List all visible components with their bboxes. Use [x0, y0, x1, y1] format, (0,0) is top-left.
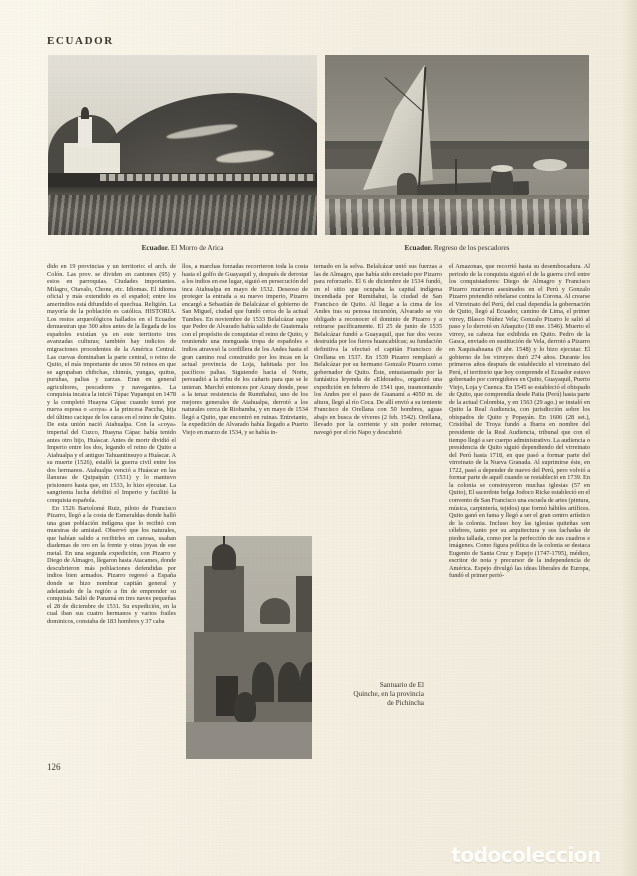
water-ripples: [48, 195, 317, 235]
cross-icon: [223, 536, 225, 546]
facade-arch: [300, 662, 312, 702]
church-tower: [78, 117, 92, 147]
photo-santuario-el-quinche: [186, 536, 312, 759]
facade-arch: [252, 662, 274, 702]
body-column-2: [182, 263, 308, 437]
church-spire: [81, 107, 89, 119]
column-4-text: el Amazonas, que recorrió hasta su desembocadura. Al periodo de la conquista siguió el de la guerra civil entre los conquistadores: Diego de Almagro y Francisco Pizarro murieron asesinados en el Perú y Gonzalo Pizarro pretendió rebelarse contra la Corona. Al crearse el Virreinato del Perú, del cual dependía la gobernación de Quito, llegó al Ecuador, camino de Lima, el primer virrey, Blasco Núñez Vela; Gonzalo Pizarro le salió al paso y lo derrotó en Añaquito (18 ene. 1546). Muerto el virrey, su cabeza fue exhibida en Quito. Pedro de la Gasca, enviado en sustitución de Vela, derrotó a Pizarro en Xaquisahuana (9 abr. 1548) y lo hizo ejecutar. El gobierno de los virreyes duró 274 años. Durante los primeros años después de establecido el virreinato del Perú, el territorio que hoy comprende el Ecuador estuvo gobernado por corregidores en Quito, Guayaquil, Puerto Viejo, Loja y Cuenca. En 1545 se estableció el obispado de Quito, que comprendía desde Paita (Perú) hasta parte de la actual Colombia, y en 1563 (29 ago.) se instaló en Quito la Real Audiencia, con jurisdicción sobre los obispados de Quito y Popayán. En 1606 (28 set.), Cristóbal de Troya fundó a Ibarra en nombre del presidente de la Real Audiencia, tribunal que con el tiempo llegó a ser cuerpo administrativo. La audiencia o presidencia de Quito siguió dependiendo del virreinato del Perú hasta 1718, en que pasó a formar parte del virreinato de la Nueva Granada. Al suprimirse éste, en 1722, pasó a depender de nuevo del Perú, pero volvió a formar parte de aquél cuando se restableció en 1739. En la colonia se construyeron muchas iglesias (57 en Quito), El sacerdote belga Jodoco Ricke estableció en el convento de San Francisco una escuela de artes (pintura, música, carpintería, tejidos) que formó hábiles artífices. Quito ganó en fama y llegó a ser el gran centro artístico de la colonia. Incluso hoy las iglesias quiteñas son célebres, tanto por su arquitectura y sus fachadas de piedra tallada, como por la perfección de sus cuadros e imágenes. Como figura política de la colonia se destaca Eugenio de Santa Cruz y Espejo (1747-1795), médico, escritor de nota y precursor de la independencia de América. Espejo divulgó las ideas liberales de Europa, fundó el primer perió-: [449, 263, 590, 580]
photo-el-morro-de-arica: [48, 55, 317, 235]
church-right-tower: [296, 576, 312, 638]
body-column-4: [449, 263, 590, 580]
plaza-ground: [186, 722, 312, 759]
boat-pole: [455, 159, 457, 193]
photo-caption: Santuario de El Quinche, en la provincia de Pichincha: [353, 681, 424, 707]
body-column-1: [47, 263, 176, 625]
foam-texture: [325, 199, 589, 235]
column-3-text: ternado en la selva. Belalcázar unió sus fuerzas a las de Almagro, que había sido enviado por Pizarro para reforzarlo. El 6 de diciembre de 1534 fundó, en el sitio que ocupaba la capital indígena incendiada por Rumiñahui, la ciudad de San Francisco de Quito. Al llegar a la cima de los Andes tras su penosa incursión, Alvarado se vio obligado a reconocer el dominio de Pizarro y a retirarse pacíficamente. El 25 de junio de 1535 Belalcázar fundó a Guayaquil, que fue dos veces destruida por los fieros huancabilcas; su fundación definitiva la efectuó el capitán Francisco de Orellana en 1537. En 1539 Pizarro remplazó a Belalcázar por su hermano Gonzalo Pizarro como gobernador de Quito. Éste, entusiasmado por la fantástica leyenda de «Eldorado», organizó una expedición en febrero de 1541 que, trasmontando los Andes por el paso de Guanamí a 4050 m. de altura, llegó al río Coca. De allí envió a su teniente Francisco de Orellana con 50 hombres, aguas abajo en busca de víveres (2 feb. 1542). Orellana, llevado por la corriente y sin poder retornar, navegó por el río Napo y descubrió: [314, 263, 442, 437]
caption-text: El Morro de Arica: [169, 244, 224, 252]
page-edge-shadow: [621, 0, 637, 876]
caption-country: Ecuador.: [404, 244, 433, 252]
photo-caption: [48, 244, 317, 253]
column-1-text-cont: En 1526 Bartolomé Ruiz, piloto de Francisco Pizarro, llegó a la costa de Esmeraldas donde halló una gran población indígena que lo recibió con muestras de amistad. Observó que los naturales, que habían salido a recibirles en canoas, usaban diademas de oro en la frente y otras joyas de ese metal. En una segunda expedición, con Pizarro y Diego de Almagro, llegaron hasta Atacames, donde descubrieron más poblaciones defendidas por indios bien armados. Pizarro regresó a España donde se hizo nombrar capitán general y adelantado de la región a fin de emprender su conquista. Salió de Panamá en tres naves pequeñas el 28 de diciembre de 1531. Su expedición, en la cual iban sus cuatro hermanos y varios frailes dominicos, constaba de 183 hombres y 37 caba: [47, 504, 176, 625]
fisherman-hat: [491, 165, 513, 172]
facade-arch: [278, 662, 300, 702]
church-dome: [260, 598, 290, 624]
body-column-3: [314, 263, 442, 437]
caption-text: Regreso de los pescadores: [432, 244, 510, 252]
watermark: todocoleccion: [451, 843, 601, 867]
surf-foam: [533, 159, 567, 171]
photo-caption: [325, 244, 589, 253]
column-1-text: dido en 19 provincias y un territorio: el arch. de Colón. Las prov. se dividen en cantones (95) y estos en parroquias. Ciudades importantes. Milagro, Otavalo, Chone, etc. Idiomas. El idioma oficial y más extendido es el español; entre los amerindios está difundido el quechua. Religión. La mayoría de la población es católica. HISTORIA. Los restos arqueológicos hallados en el Ecuador demuestran que 300 años antes de la llegada de los españoles existían ya en este territorio tres avanzadas culturas; también hay indicios de migraciones procedentes de la América Central. Las cuevas dominaban la parte central, o reino de Quito, el más importante de unos 50 reinos en que se agrupaban chibchas, chimús, yungas, quitus, puruhas, palias y zarzas. Eran en general agricultores, pescadores y navegantes. La conquista incaica la inició Túpac Yupanqui en 1478 y la completó Huayna Cápac cuando tomó por nueva esposa o «coya» a la princesa Paccha, hija del último cacique de los caras en el reino de Quito. De esta unión nació Atahualpa. Con la «coya» imperial del Cuzco, Huayna Cápac había tenido antes otro hijo, Huáscar. Antes de morir dividió el Imperio entre los dos, legando el reino de Quito a Atahualpa y el antiguo Tahuantinsuyo a Huáscar. A su muerte (1526), estalló la guerra civil entre los dos hermanos. Atahualpa venció a Huáscar en las llanuras de Quipaipán (1531) y lo mantuvo prisionero hasta que, en 1533, lo hizo ejecutar. La sangrienta lucha debilitó el Imperio y facilitó la conquista española.: [47, 263, 176, 504]
belfry-dome: [212, 544, 236, 570]
page-number: 126: [47, 762, 61, 772]
photo-regreso-de-los-pescadores: [325, 55, 589, 235]
quay-buildings: [100, 174, 315, 181]
caption-country: Ecuador.: [141, 244, 170, 252]
page-title: ECUADOR: [47, 35, 114, 47]
column-2-text: llos, a marchas forzadas recorrieron toda la costa hasta el golfo de Guayaquil y, después de derrotar a los indios en ese lugar, siguió en persecución del inca Atahualpa en mayo de 1532. Deseoso de proteger la entrada a su nuevo imperio, Pizarro encargó a Sebastián de Belalcázar el gobierno de San Miguel, ciudad que fundó cerca de la actual Tumbes. En noviembre de 1533 Belalcázar supo que Pedro de Alvarado había salido de Guatemala con el propósito de conquistar el reino de Quito, y reuniendo una menguada tropa de españoles e indios atravesó la cordillera de los Andes hasta el gran camino real construido por los incas en la actual provincia de Loja, habitada por los pacíficos paltas. Siguiendo hacia el Norte, persuadió a la tribu de los cañaris para que se le unieran. Marchó entonces por Azuay donde, pese a la tenaz resistencia de Rumiñahui, uno de los mejores generales de Atahualpa, derrotó a los naturales cerca de Riobamba, y en mayo de 1534 llegó a Quito, que encontró en ruinas. Entretanto, la expedición de Alvarado había llegado a Puerto Viejo en marzo de 1534, y se había in-: [182, 263, 308, 437]
tree: [234, 692, 256, 722]
church-belfry: [204, 566, 244, 640]
